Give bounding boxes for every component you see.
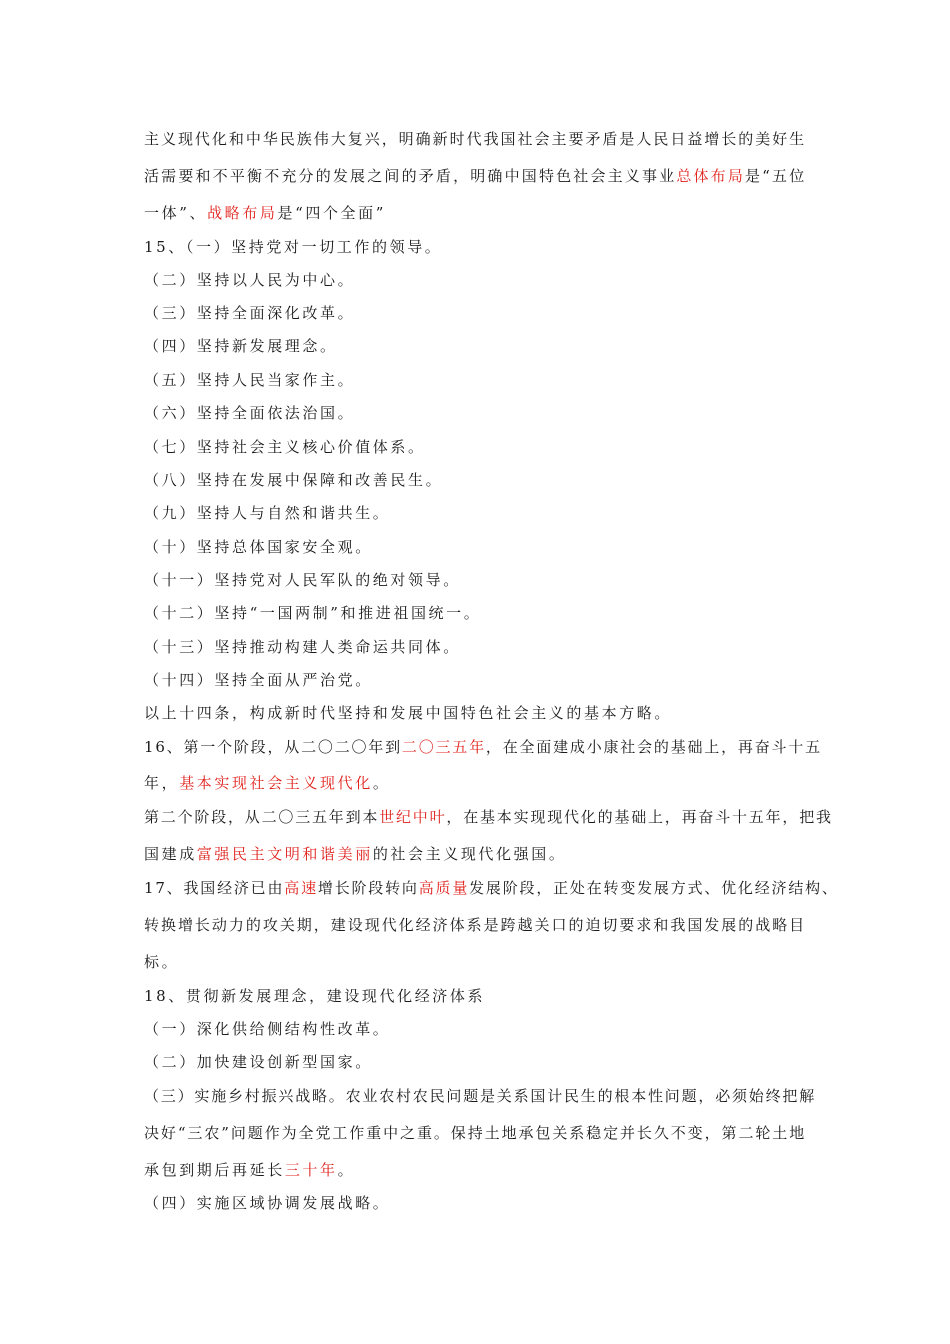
text-segment: 18、贯彻新发展理念，建设现代化经济体系 — [144, 987, 486, 1005]
text-line — [144, 536, 373, 557]
text-line — [144, 602, 481, 623]
text-line — [144, 1192, 390, 1213]
text-segment: （十四）坚持全面从严治党。 — [144, 671, 373, 689]
text-segment: （八）坚持在发展中保障和改善民生。 — [144, 471, 444, 489]
text-segment: 转换增长动力的攻关期，建设现代化经济体系是跨越关口的迫切要求和我国发展的战略目 — [144, 916, 806, 934]
text-segment: 活需要和不平衡不充分的发展之间的矛盾，明确中国特色社会主义事业 — [144, 167, 677, 185]
text-line — [144, 951, 179, 972]
text-line — [144, 1085, 817, 1106]
text-segment: 以上十四条，构成新时代坚持和发展中国特色社会主义的基本方略。 — [144, 704, 673, 722]
text-segment: 年， — [144, 774, 180, 792]
text-segment: 决好“三农”问题作为全党工作重中之重。保持土地承包关系稳定并长久不变，第二轮土地 — [144, 1124, 806, 1142]
text-segment: （十一）坚持党对人民军队的绝对领导。 — [144, 571, 461, 589]
highlighted-text: 三十年 — [284, 1161, 338, 1179]
text-segment: （十二）坚持“一国两制”和推进祖国统一。 — [144, 604, 482, 622]
text-line — [144, 1051, 373, 1072]
text-line — [144, 369, 355, 390]
text-line — [144, 236, 442, 257]
text-line — [144, 636, 461, 657]
highlighted-text: 高速 — [284, 879, 318, 897]
text-segment: （十三）坚持推动构建人类命运共同体。 — [144, 638, 461, 656]
highlighted-text: 基本实现社会主义现代化 — [179, 774, 373, 792]
text-segment: 第二个阶段，从二〇三五年到本 — [144, 808, 380, 826]
text-segment: （十）坚持总体国家安全观。 — [144, 538, 373, 556]
text-line — [144, 402, 355, 423]
highlighted-text: 富强民主文明和谐美丽 — [196, 845, 373, 863]
text-line — [144, 806, 833, 827]
text-segment: 。 — [372, 774, 391, 792]
text-segment: 国建成 — [144, 845, 197, 863]
highlighted-text: 总体布局 — [676, 167, 746, 185]
text-line — [144, 843, 566, 864]
text-line — [144, 269, 355, 290]
text-line — [144, 569, 461, 590]
text-segment: 16、第一个阶段，从二〇二〇年到 — [144, 738, 402, 756]
text-line — [144, 469, 443, 490]
text-segment: 一体”、 — [144, 204, 208, 222]
text-segment: （九）坚持人与自然和谐共生。 — [144, 504, 391, 522]
text-segment: （四）坚持新发展理念。 — [144, 337, 338, 355]
text-line — [144, 702, 672, 723]
highlighted-text: 战略布局 — [207, 204, 278, 222]
text-line — [144, 669, 373, 690]
text-segment: （六）坚持全面依法治国。 — [144, 404, 356, 422]
highlighted-text: 世纪中叶 — [379, 808, 447, 826]
text-line — [144, 914, 806, 935]
text-segment: 承包到期后再延长 — [144, 1161, 285, 1179]
text-line — [144, 1122, 806, 1143]
text-segment: （五）坚持人民当家作主。 — [144, 371, 356, 389]
text-line — [144, 335, 338, 356]
text-line — [144, 772, 390, 793]
text-segment: 增长阶段转向 — [317, 879, 419, 897]
text-segment: 是“四个全面” — [277, 204, 387, 222]
text-line — [144, 128, 806, 149]
text-segment: （三）实施乡村振兴战略。农业农村农民问题是关系国计民生的根本性问题，必须始终把解 — [144, 1087, 817, 1105]
text-segment: ，在全面建成小康社会的基础上，再奋斗十五 — [485, 738, 822, 756]
text-line — [144, 202, 386, 223]
text-line — [144, 736, 822, 757]
text-segment: ，在基本实现现代化的基础上，再奋斗十五年，把我 — [446, 808, 833, 826]
text-line — [144, 436, 426, 457]
text-segment: 主义现代化和中华民族伟大复兴，明确新时代我国社会主要矛盾是人民日益增长的美好生 — [144, 130, 806, 148]
highlighted-text: 二〇三五年 — [401, 738, 486, 756]
text-segment: 标。 — [144, 953, 180, 971]
text-line — [144, 165, 806, 186]
text-line — [144, 502, 390, 523]
text-segment: 是“五位 — [745, 167, 806, 185]
text-line — [144, 1018, 390, 1039]
text-segment: （二）加快建设创新型国家。 — [144, 1053, 373, 1071]
text-segment: 的社会主义现代化强国。 — [372, 845, 567, 863]
text-segment: （一）深化供给侧结构性改革。 — [144, 1020, 391, 1038]
highlighted-text: 高质量 — [418, 879, 470, 897]
text-segment: 17、我国经济已由 — [144, 879, 285, 897]
text-segment: （三）坚持全面深化改革。 — [144, 304, 356, 322]
text-segment: 。 — [337, 1161, 356, 1179]
text-segment: （二）坚持以人民为中心。 — [144, 271, 356, 289]
text-segment: （七）坚持社会主义核心价值体系。 — [144, 438, 426, 456]
text-line — [144, 985, 485, 1006]
text-line — [144, 302, 355, 323]
text-segment: （四）实施区域协调发展战略。 — [144, 1194, 391, 1212]
text-segment: 15、（一）坚持党对一切工作的领导。 — [144, 238, 443, 256]
text-segment: 发展阶段，正处在转变发展方式、优化经济结构、 — [469, 879, 839, 897]
text-line — [144, 1159, 355, 1180]
text-line — [144, 877, 839, 898]
